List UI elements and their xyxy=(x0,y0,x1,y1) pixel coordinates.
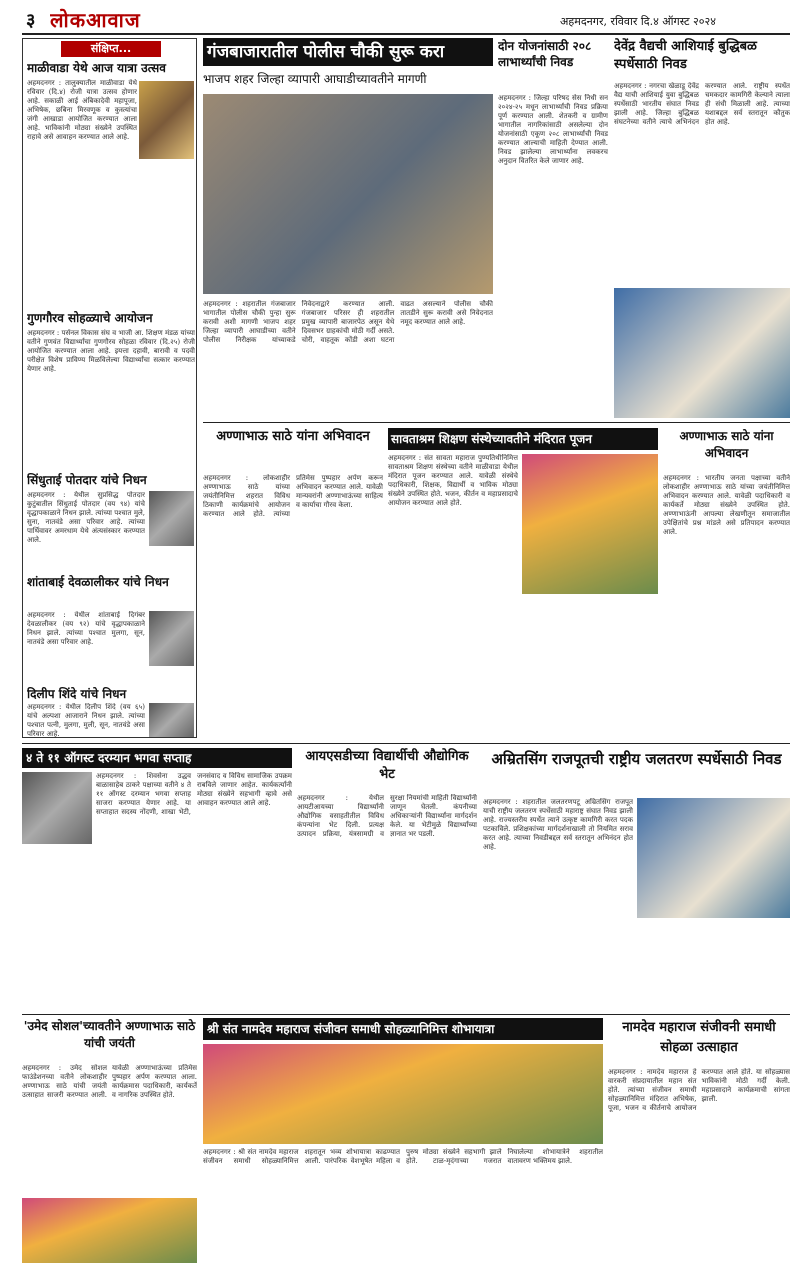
brief-title: माळीवाडा येथे आज यात्रा उत्सव xyxy=(27,61,166,75)
dateline: अहमदनगर, रविवार दि.४ ऑगस्ट २०२४ xyxy=(560,15,716,28)
namdev-right-story xyxy=(608,1018,790,1263)
main-subhead: भाजप शहर जिल्हा व्यापारी आघाडीच्यावतीने मागणी xyxy=(203,72,427,86)
savta-story xyxy=(388,428,658,738)
annabhau-right-body: अहमदनगर : भारतीय जनता पक्षाच्या वतीने लोकशाहीर अण्णाभाऊ साठे यांच्या जयंतीनिमित्त अभिवादन करण्यात आले. यावेळी पदाधिकारी व कार्यकर्ते मोठ्या संख्येने उपस्थित होते. अण्णाभाऊंनी आपल्या लेखणीतून समाजातील उपेक्षितांचे प्रश्न मांडले असे प्रतिपादन करण्यात आले. xyxy=(663,474,790,536)
page-number: ३ xyxy=(26,10,36,31)
yojana-story xyxy=(498,38,608,418)
main-story xyxy=(203,38,493,418)
bhagva-story xyxy=(22,748,292,1010)
umed-story xyxy=(22,1018,197,1263)
sankshipt-label: संक्षिप्त... xyxy=(61,41,161,57)
iti-story xyxy=(297,748,477,1010)
brief-title: गुणगौरव सोहळ्याचे आयोजन xyxy=(27,311,153,325)
main-body: अहमदनगर : शहरातील गंजबाजार भागातील पोलीस चौकी पुन्हा सुरू करावी अशी मागणी भाजप शहर जिल्हा व्यापारी आघाडीच्या वतीने पोलीस निरीक्षक यांच्याकडे निवेदनाद्वारे करण्यात आली. गंजबाजार परिसर ही शहरातील प्रमुख व्यापारी बाजारपेठ असून येथे दिवसभर ग्राहकांची मोठी गर्दी असते. चोरी, वाहतूक कोंडी अशा घटना वाढत असल्याने पोलीस चौकी तातडीने सुरू करावी असे निवेदनात नमूद करण्यात आले आहे. xyxy=(203,300,493,344)
devendra-story xyxy=(614,38,790,418)
award-photo xyxy=(614,288,790,418)
annabhau-left-headline: अण्णाभाऊ साठे यांना अभिवादन xyxy=(216,429,370,444)
annabhau-right-headline: अण्णाभाऊ साठे यांना अभिवादन xyxy=(679,429,774,460)
brief-body: अहमदनगर : पर्सनल विकास संघ व भाजी आ. शिक्षण मंडळ यांच्या वतीने गुणवंत विद्यार्थ्यांचा गुणगौरव सोहळा रविवार (दि.२५) रोजी आयोजित करण्यात आला आहे. इयत्ता दहावी, बारावी व पदवी परीक्षेत विशेष प्राविण्य मिळविलेल्या विद्यार्थ्यांचा सत्कार करण्यात येणार आहे. xyxy=(27,329,195,373)
divider xyxy=(203,422,790,423)
brief-title: दिलीप शिंदे यांचे निधन xyxy=(27,687,127,701)
brief-title: सिंधुताई पोतदार यांचे निधन xyxy=(27,473,147,487)
bhagva-body: अहमदनगर : शिवसेना उद्धव बाळासाहेब ठाकरे पक्षाच्या वतीने ४ ते ११ ऑगस्ट दरम्यान भगवा सप्ताह साजरा करण्यात येणार आहे. या सप्ताहात सदस्य नोंदणी, शाखा भेटी, जनसंवाद व विविध सामाजिक उपक्रम राबविले जाणार आहेत. कार्यकर्त्यांनी मोठ्या संख्येने सहभागी व्हावे असे आवाहन करण्यात आले आहे. xyxy=(96,772,292,816)
divider xyxy=(22,1014,790,1015)
event-photo xyxy=(22,1198,197,1263)
amritsingh-body: अहमदनगर : शहरातील जलतरणपटू अम्रितसिंग राजपूत याची राष्ट्रीय जलतरण स्पर्धेसाठी महाराष्ट्र संघात निवड झाली आहे. राज्यस्तरीय स्पर्धेत त्याने उत्कृष्ट कामगिरी करत पदक पटकाविले. प्रशिक्षकांच्या मार्गदर्शनाखाली तो नियमित सराव करत आहे. त्याच्या निवडीबद्दल सर्व स्तरातून अभिनंदन होत आहे. xyxy=(483,798,633,851)
portrait-photo xyxy=(149,491,194,546)
umed-headline: 'उमेद सोशल'च्यावतीने अण्णाभाऊ साठे यांची जयंती xyxy=(23,1019,196,1050)
namdev-body: अहमदनगर : श्री संत नामदेव महाराज संजीवन समाधी सोहळ्यानिमित्त शहरातून भव्य शोभायात्रा काढण्यात आली. पारंपरिक वेशभूषेत महिला व पुरुष मोठ्या संख्येने सहभागी झाले होते. टाळ-मृदंगाच्या गजरात निघालेल्या शोभायात्रेने शहरातील वातावरण भक्तिमय झाले. xyxy=(203,1148,603,1165)
divider xyxy=(22,743,790,744)
brief-body: अहमदनगर : तालुक्यातील माळीवाडा येथे रविवार (दि.४) रोजी यात्रा उत्सव होणार आहे. सकाळी आई अंबिकादेवी महापूजा, अभिषेक, छबिना मिरवणूक व कुस्त्यांचा जंगी आखाडा आयोजित करण्यात आला आहे. भाविकांनी मोठ्या संख्येने उपस्थित राहावे असे आवाहन करण्यात आले आहे. xyxy=(27,79,137,141)
goddess-idol-photo xyxy=(139,81,194,159)
savta-headline: सावताश्रम शिक्षण संस्थेच्यावतीने मंदिरात पूजन xyxy=(388,428,658,450)
yojana-body: अहमदनगर : जिल्हा परिषद सेस निधी सन २०२४-२५ मधून लाभार्थ्यांची निवड प्रक्रिया पूर्ण करण्यात आली. शेतकरी व ग्रामीण भागातील नागरिकांसाठी असलेल्या दोन योजनांसाठी एकूण २०८ लाभार्थ्यांची निवड करण्यात आल्याची माहिती देण्यात आली. निवड झालेल्या लाभार्थ्यांना लवकरच अनुदान वितरित केले जाणार आहे. xyxy=(498,94,608,165)
procession-photo xyxy=(203,1044,603,1144)
annabhau-left-body: अहमदनगर : लोकशाहीर अण्णाभाऊ साठे यांच्या जयंतीनिमित्त शहरात विविध ठिकाणी कार्यक्रमांचे आयोजन करण्यात आले होते. त्यांच्या प्रतिमेस पुष्पहार अर्पण करून अभिवादन करण्यात आले. यावेळी मान्यवरांनी अण्णाभाऊंच्या साहित्य व कार्याचा गौरव केला. xyxy=(203,474,383,518)
brief-title: शांताबाई देवळालीकर यांचे निधन xyxy=(27,575,169,589)
namdev-right-headline: नामदेव महाराज संजीवनी समाधी सोहळा उत्साहात xyxy=(622,1020,776,1055)
namdev-right-body: अहमदनगर : नामदेव महाराज हे वारकरी संप्रदायातील महान संत होते. त्यांच्या संजीवन समाधी सोहळ्यानिमित्त मंदिरात अभिषेक, पूजा, भजन व कीर्तनाचे आयोजन करण्यात आले होते. या सोहळ्यास भाविकांनी मोठी गर्दी केली. महाप्रसादाने कार्यक्रमाची सांगता झाली. xyxy=(608,1068,790,1112)
iti-body: अहमदनगर : येथील आयटीआयच्या विद्यार्थ्यांनी औद्योगिक वसाहतीतील विविध कंपन्यांना भेट दिली. प्रत्यक्ष उत्पादन प्रक्रिया, यंत्रसामग्री व सुरक्षा नियमांची माहिती विद्यार्थ्यांनी जाणून घेतली. कंपनीच्या अधिकाऱ्यांनी विद्यार्थ्यांना मार्गदर्शन केले. या भेटीमुळे विद्यार्थ्यांच्या ज्ञानात भर पडली. xyxy=(297,794,477,838)
annabhau-left-story xyxy=(203,428,383,738)
savta-body: अहमदनगर : संत सावता महाराज पुण्यतिथीनिमित्त सावताश्रम शिक्षण संस्थेच्या वतीने माळीवाडा येथील मंदिरात पूजन करण्यात आले. यावेळी संस्थेचे पदाधिकारी, शिक्षक, विद्यार्थी व भाविक मोठ्या संख्येने उपस्थित होते. भजन, कीर्तन व महाप्रसादाचे आयोजन करण्यात आले होते. xyxy=(388,454,518,507)
yojana-headline: दोन योजनांसाठी २०८ लाभार्थ्यांची निवड xyxy=(498,39,592,69)
devendra-headline: देवेंद्र वैद्यची आशियाई बुद्धिबळ स्पर्धेसाठी निवड xyxy=(614,39,757,72)
umed-body: अहमदनगर : उमेद सोशल फाउंडेशनच्या वतीने लोकशाहीर अण्णाभाऊ साठे यांची जयंती उत्साहात साजरी करण्यात आली. यावेळी अण्णाभाऊंच्या प्रतिमेस पुष्पहार अर्पण करण्यात आला. कार्यक्रमास पदाधिकारी, कार्यकर्ते व नागरिक उपस्थित होते. xyxy=(22,1064,197,1099)
amritsingh-headline: अम्रितसिंग राजपूतची राष्ट्रीय जलतरण स्पर्धेसाठी निवड xyxy=(491,750,782,768)
newspaper-logo: लोकआवाज xyxy=(50,8,141,32)
brief-body: अहमदनगर : येथील सुप्रसिद्ध पोतदार कुटुंबातील सिंधुताई पोतदार (वय ९४) यांचे वृद्धापकाळाने निधन झाले. त्यांच्या पश्चात मुले, सुना, नातवंडे असा परिवार आहे. त्यांच्या पार्थिवावर अमरधाम येथे अंत्यसंस्कार करण्यात आले. xyxy=(27,491,145,544)
iti-headline: आयएसडीच्या विद्यार्थीची औद्योगिक भेट xyxy=(305,749,469,782)
temple-puja-photo xyxy=(522,454,658,594)
swimmer-photo xyxy=(637,798,790,918)
main-headline: गंजबाजारातील पोलीस चौकी सुरू करा xyxy=(203,38,493,66)
bhagva-headline: ४ ते ११ ऑगस्ट दरम्यान भगवा सप्ताह xyxy=(22,748,292,768)
group-photo xyxy=(203,94,493,294)
brief-body: अहमदनगर : येथील शांताबाई दिगंबर देवळालीकर (वय ९२) यांचे वृद्धापकाळाने निधन झाले. त्यांच्या पश्चात मुलगा, सून, नातवंडे असा परिवार आहे. xyxy=(27,611,145,646)
sankshipt-column xyxy=(22,38,197,738)
brief-body: अहमदनगर : येथील दिलीप शिंदे (वय ६५) यांचे अल्पशा आजाराने निधन झाले. त्यांच्या पश्चात पत्नी, मुलगा, मुली, सून, नातवंडे असा परिवार आहे. xyxy=(27,703,145,737)
portrait-photo xyxy=(149,611,194,666)
amritsingh-story xyxy=(483,748,790,1010)
portrait-photo xyxy=(22,772,92,844)
header-rule xyxy=(22,33,790,35)
annabhau-right-story xyxy=(663,428,790,738)
portrait-photo xyxy=(149,703,194,737)
devendra-body: अहमदनगर : नगरचा खेळाडू देवेंद्र वैद्य याची आशियाई युवा बुद्धिबळ स्पर्धेसाठी भारतीय संघात निवड झाली आहे. जिल्हा बुद्धिबळ संघटनेच्या वतीने त्याचे अभिनंदन करण्यात आले. राष्ट्रीय स्पर्धेत चमकदार कामगिरी केल्याने त्याला ही संधी मिळाली आहे. त्याच्या यशाबद्दल सर्व स्तरातून कौतुक होत आहे. xyxy=(614,82,790,126)
namdev-headline: श्री संत नामदेव महाराज संजीवन समाधी सोहळ्यानिमित्त शोभायात्रा xyxy=(203,1018,603,1040)
namdev-story xyxy=(203,1018,603,1263)
